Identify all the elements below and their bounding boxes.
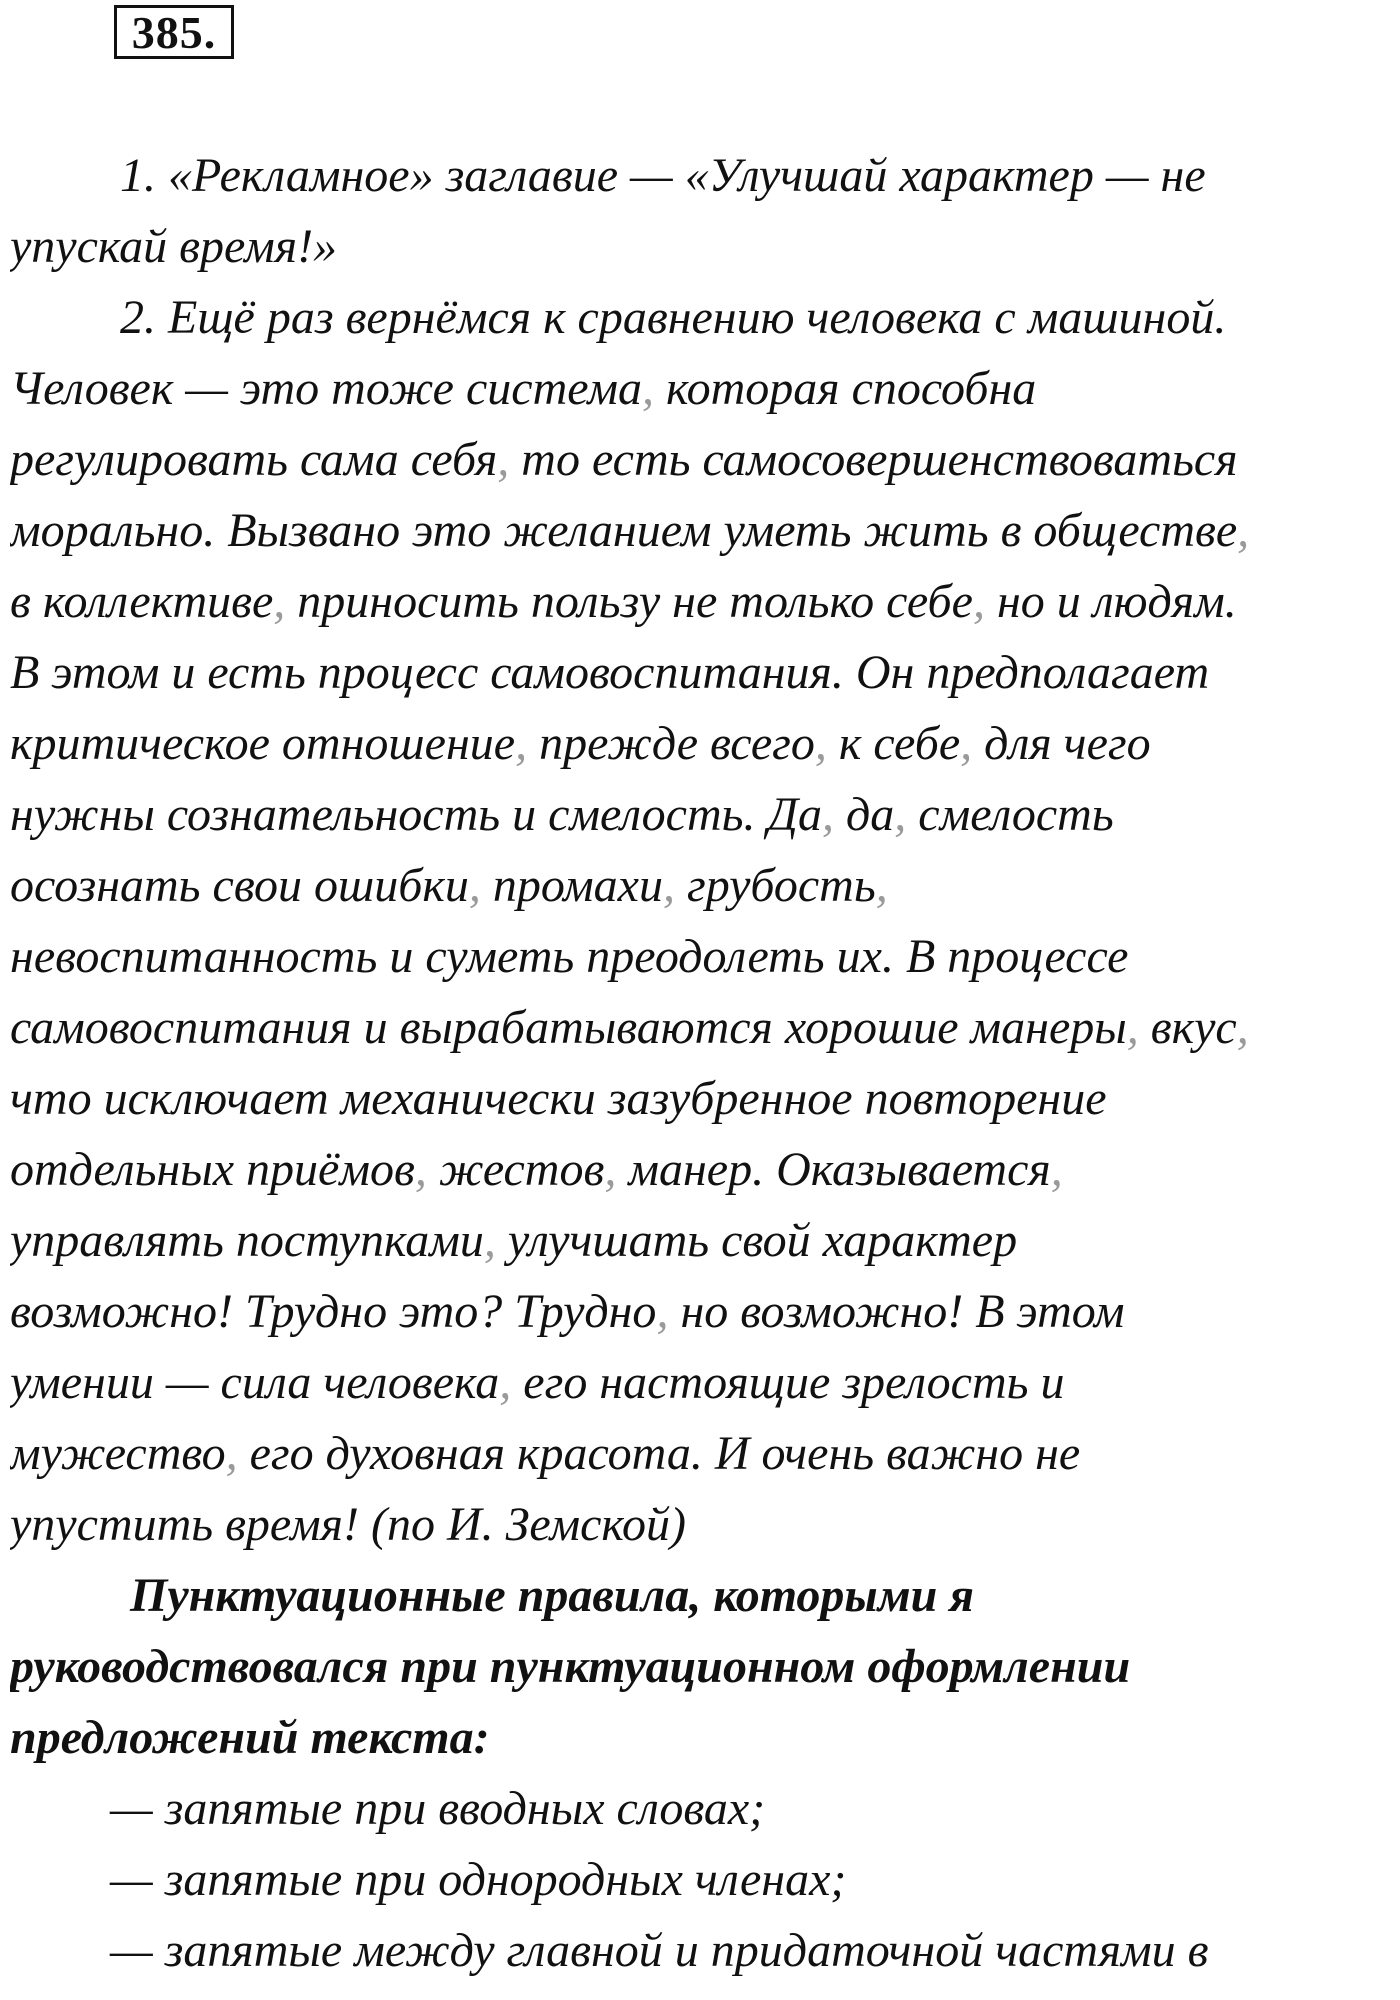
text-line (10, 779, 1395, 850)
text-line (10, 708, 1395, 779)
text-segment: 2. Ещё раз вернёмся к сравнению человека с машиной. (120, 291, 1227, 344)
text-line (10, 1560, 1395, 1631)
text-segment: но и людям. (984, 575, 1237, 628)
highlighted-comma: , (604, 1143, 617, 1196)
text-segment: жестов (426, 1143, 605, 1196)
text-segment: — запятые при однородных членах; (110, 1853, 847, 1906)
highlighted-comma: , (894, 788, 907, 841)
text-segment: мужество (10, 1427, 226, 1480)
text-segment: которая способна (653, 362, 1037, 415)
text-segment: улучшать свой характер (495, 1214, 1018, 1267)
text-line (10, 992, 1395, 1063)
exercise-number: 385. (114, 5, 234, 59)
highlighted-comma: , (468, 859, 481, 912)
text-segment: для чего (972, 717, 1151, 770)
text-line (10, 282, 1395, 353)
highlighted-comma: , (972, 575, 985, 628)
text-line (10, 140, 1395, 211)
highlighted-comma: , (662, 859, 675, 912)
text-segment: самовоспитания и вырабатываются хорошие манеры (10, 1001, 1127, 1054)
highlighted-comma: , (499, 1356, 512, 1409)
text-segment: В этом и есть процесс самовоспитания. Он предполагает (10, 646, 1210, 699)
text-line (10, 637, 1395, 708)
highlighted-comma: , (656, 1285, 669, 1338)
text-segment: то есть самосовершенствоваться (509, 433, 1238, 486)
text-line (10, 1844, 1395, 1915)
text-segment: грубость (674, 859, 876, 912)
text-segment: нужны сознательность и смелость. Да (10, 788, 822, 841)
highlighted-comma: , (960, 717, 973, 770)
text-segment: вкус (1138, 1001, 1237, 1054)
text-segment: приносить пользу не только себе (285, 575, 973, 628)
highlighted-comma: , (1050, 1143, 1063, 1196)
text-line (10, 495, 1395, 566)
text-line (10, 1063, 1395, 1134)
text-line (10, 921, 1395, 992)
text-segment: предложений текста: (10, 1711, 490, 1764)
text-body (10, 140, 1395, 1986)
text-segment: его настоящие зрелость и (511, 1356, 1065, 1409)
text-segment: упускай время!» (10, 220, 338, 273)
highlighted-comma: , (1126, 1001, 1139, 1054)
highlighted-comma: , (822, 788, 834, 841)
text-segment: в коллективе (10, 575, 274, 628)
text-segment: что исключает механически зазубренное повторение (10, 1072, 1107, 1125)
text-segment: морально. Вызвано это желанием уметь жить в обществе (10, 504, 1238, 557)
text-line (10, 1773, 1395, 1844)
text-segment: осознать свои ошибки (10, 859, 469, 912)
text-segment: — запятые при вводных словах; (110, 1782, 766, 1835)
text-line (10, 1915, 1395, 1986)
text-line (10, 566, 1395, 637)
text-segment: отдельных приёмов (10, 1143, 415, 1196)
text-line (10, 424, 1395, 495)
text-line (10, 1276, 1395, 1347)
highlighted-comma: , (483, 1214, 496, 1267)
text-line (10, 1418, 1395, 1489)
text-segment: его духовная красота. И очень важно не (237, 1427, 1081, 1480)
text-segment: упустить время! (по И. Земской) (10, 1498, 687, 1551)
text-line (10, 1702, 1395, 1773)
highlighted-comma: , (497, 433, 510, 486)
text-line (10, 1134, 1395, 1205)
highlighted-comma: , (225, 1427, 238, 1480)
text-segment: манер. Оказывается (616, 1143, 1051, 1196)
text-segment: Пунктуационные правила, которыми я (130, 1569, 975, 1622)
highlighted-comma: , (641, 362, 654, 415)
text-segment: но возможно! В этом (668, 1285, 1125, 1338)
text-line (10, 1347, 1395, 1418)
text-segment: возможно! Трудно это? Трудно (10, 1285, 657, 1338)
text-segment: смелость (906, 788, 1114, 841)
text-segment: 1. «Рекламное» заглавие — «Улучшай характер — не (120, 149, 1206, 202)
text-segment: к себе (826, 717, 961, 770)
text-segment: регулировать сама себя (10, 433, 498, 486)
text-segment: промахи (480, 859, 663, 912)
text-segment: руководствовался при пунктуационном оформлении (10, 1640, 1131, 1693)
text-segment: управлять поступками (10, 1214, 484, 1267)
text-segment: невоспитанность и суметь преодолеть их. В процессе (10, 930, 1129, 983)
text-segment: умении — сила человека (10, 1356, 500, 1409)
text-segment: Человек — это тоже система (10, 362, 642, 415)
text-line (10, 1631, 1395, 1702)
highlighted-comma: , (414, 1143, 427, 1196)
text-line (10, 211, 1395, 282)
text-line (10, 850, 1395, 921)
highlighted-comma: , (1236, 1001, 1249, 1054)
highlighted-comma: , (515, 717, 528, 770)
text-segment: критическое отношение (10, 717, 516, 770)
text-line (10, 1489, 1395, 1560)
text-segment: прежде всего (527, 717, 815, 770)
text-line (10, 1205, 1395, 1276)
text-segment: — запятые между главной и придаточной частями в (110, 1924, 1209, 1977)
text-line (10, 353, 1395, 424)
highlighted-comma: , (1237, 504, 1250, 557)
highlighted-comma: , (875, 859, 888, 912)
text-segment: да (834, 788, 895, 841)
highlighted-comma: , (273, 575, 286, 628)
highlighted-comma: , (814, 717, 827, 770)
